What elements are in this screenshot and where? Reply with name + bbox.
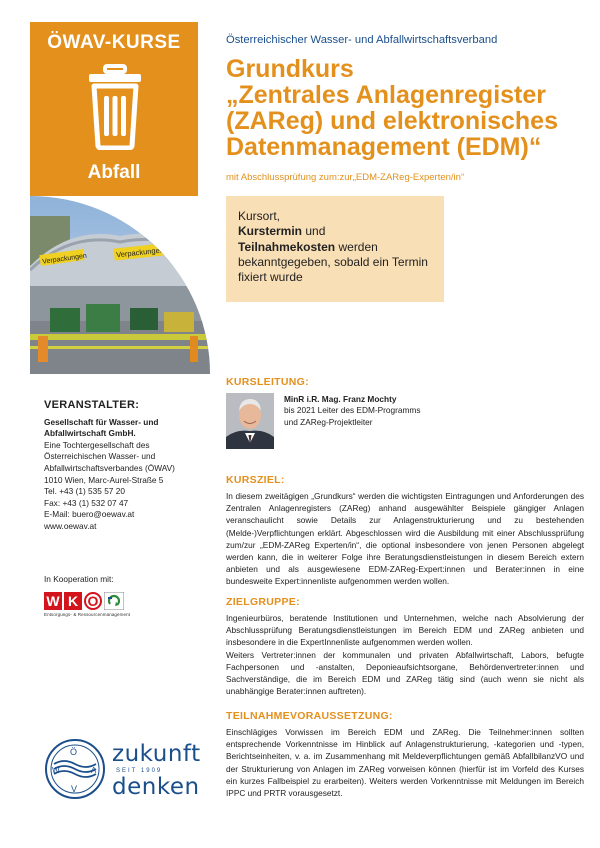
notice-rest: werden bekanntgegeben, sobald ein Termin fixiert wurde [238, 239, 428, 285]
course-subtitle: mit Abschlussprüfung zum:zur„EDM-ZAReg-Experten/in“ [226, 172, 465, 183]
org-name: Österreichischer Wasser- und Abfallwirtschaftsverband [226, 34, 498, 46]
kursleitung-heading: KURSLEITUNG: [226, 376, 309, 388]
seal-letter-3: A [91, 766, 97, 775]
zielgruppe-heading: ZIELGRUPPE: [226, 596, 300, 608]
schedule-notice [226, 196, 444, 302]
logo-word-denken: denken [112, 774, 200, 800]
title-line-1: Grundkurs [226, 55, 354, 83]
badge-title: ÖWAV-KURSE [47, 32, 181, 53]
organizer-desc-line3: Abfallwirtschaftsverbandes (ÖWAV) [44, 462, 175, 473]
organizer-desc-line2: Österreichischen Wasser- und [44, 451, 156, 462]
instructor-name: MinR i.R. Mag. Franz Mochty [284, 394, 397, 404]
notice-kursort: Kursort, [238, 209, 281, 223]
organizer-fax: Fax: +43 (1) 532 07 47 [44, 497, 129, 508]
organizer-address: 1010 Wien, Marc-Aurel-Straße 5 [44, 474, 164, 485]
title-line-4: Datenmanagement (EDM)“ [226, 133, 542, 161]
instructor-portrait [226, 393, 274, 449]
organizer-name-line1: Gesellschaft für Wasser- und [44, 416, 159, 427]
wko-letter-o: O [84, 592, 102, 610]
title-line-3: (ZAReg) und elektronisches [226, 107, 558, 135]
photo-sign-right: Verpackungen [115, 245, 165, 260]
photo-sign-left: Verpackungen [41, 252, 88, 266]
instructor-info [284, 394, 421, 428]
instructor-role-line2: und ZAReg-Projektleiter [284, 416, 373, 427]
zielgruppe-text [226, 612, 584, 697]
logo-word-zukunft: zukunft [112, 741, 201, 767]
organizer-name-line2: Abfallwirtschaft GmbH. [44, 428, 136, 439]
wko-subtitle: Entsorgungs- & Ressourcenmanagement [44, 612, 131, 617]
seal-letter-4: V [71, 784, 78, 794]
recycling-center-photo [30, 196, 210, 374]
seal-letter-2: W [52, 766, 60, 775]
notice-kurstermin: Kurstermin [238, 224, 303, 239]
notice-teilnahmekosten: Teilnahmekosten [238, 239, 336, 254]
seal-letter-1: Ö [70, 747, 78, 757]
voraussetzung-heading: TEILNAHMEVORAUSSETZUNG: [226, 710, 393, 722]
wko-letter-k: K [64, 592, 82, 610]
zielgruppe-paragraph-1: Ingenieurbüros, beratende Institutionen und Unternehmen, welche nach Absolvierung der Abschlussprüfung Beratungsdienstleistungen im Bereich EDM und ZAReg anbieten und insbesondere in die ExpertInnenliste aufgenommen werden wollen. [226, 613, 584, 648]
course-badge [30, 22, 198, 196]
organizer-heading: VERANSTALTER: [44, 399, 140, 411]
notice-und: und [302, 224, 326, 239]
recycling-icon [104, 592, 124, 610]
logo-since: SEIT 1909 [116, 768, 163, 774]
oewav-seal-icon [44, 738, 106, 800]
organizer-info [44, 400, 204, 533]
trash-bin-icon [87, 64, 143, 150]
cooperation-label: In Kooperation mit: [44, 574, 114, 584]
title-line-2: „Zentrales Anlagenregister [226, 81, 547, 109]
badge-category: Abfall [87, 162, 141, 183]
wko-logo [44, 592, 136, 622]
zukunft-denken-logo [112, 742, 212, 799]
course-title [226, 56, 586, 160]
kursziel-text: In diesem zweitägigen „Grundkurs“ werden die wichtigsten Eintragungen und Anforderungen des Zentralen Anlagenregisters (ZAReg) anhand ausgewählter Beispiele gängiger Anlagen veranschaulicht sowie Details zur Anlagenstrukturierung und zu bestehenden (Melde-)Verpflichtungen erklärt. Abgeschlossen wird die Ausbildung mit einer Abschlussprüfung zum/zur „EDM-ZAReg Experten/in“, die optional insbesondere von jenen Personen abgelegt werden kann, die in weiterer Folge ihre Beratungsdienstleistungen in diesem Bereich extern anbieten und als ausgewiesene EDM-ZAReg-Expert:innen und Berater:innen in eine bundesweite Expert:innenliste aufgenommen werden wollen. [226, 491, 584, 587]
organizer-desc-line1: Eine Tochtergesellschaft des [44, 439, 150, 450]
wko-letter-w: W [44, 592, 62, 610]
organizer-website[interactable]: www.oewav.at [44, 520, 97, 531]
organizer-tel: Tel. +43 (1) 535 57 20 [44, 486, 125, 497]
instructor-role-line1: bis 2021 Leiter des EDM-Programms [284, 405, 421, 416]
kursziel-heading: KURSZIEL: [226, 474, 285, 486]
voraussetzung-text: Einschlägiges Vorwissen im Bereich EDM und ZAReg. Die Teilnehmer:innen sollten entsprechende Vorkenntnisse im Hinblick auf Anlagenstrukturierung, -kategorien und -typen, Berichtseinheiten, v. a. im Zusammenhang mit Meldeverpflichtungen gemäß AbfallbilanzVO und der Strukturierung von Anlagen im ZAReg vorweisen können (hierfür ist im Vorfeld des Kurses ein kurzes Fallbeispiel zu erarbeiten). Weiters werden Vorkenntnisse mit Meldungen im Bereich IPPC und PRTR vorausgesetzt. [226, 727, 584, 799]
organizer-email[interactable]: E-Mail: buero@oewav.at [44, 509, 135, 520]
zielgruppe-paragraph-2: Weiters Vertreter:innen der kommunalen und privaten Abfallwirtschaft, Labors, befugte Fachpersonen und -anstalten, Deponieaufsichtsorgane, Behördenvertreter:innen und Sachverständige, die im Bereich EDM und ZAReg tätig sind (auch wenn sie nicht als unabhängige Berater:innen auftreten). [226, 649, 584, 697]
